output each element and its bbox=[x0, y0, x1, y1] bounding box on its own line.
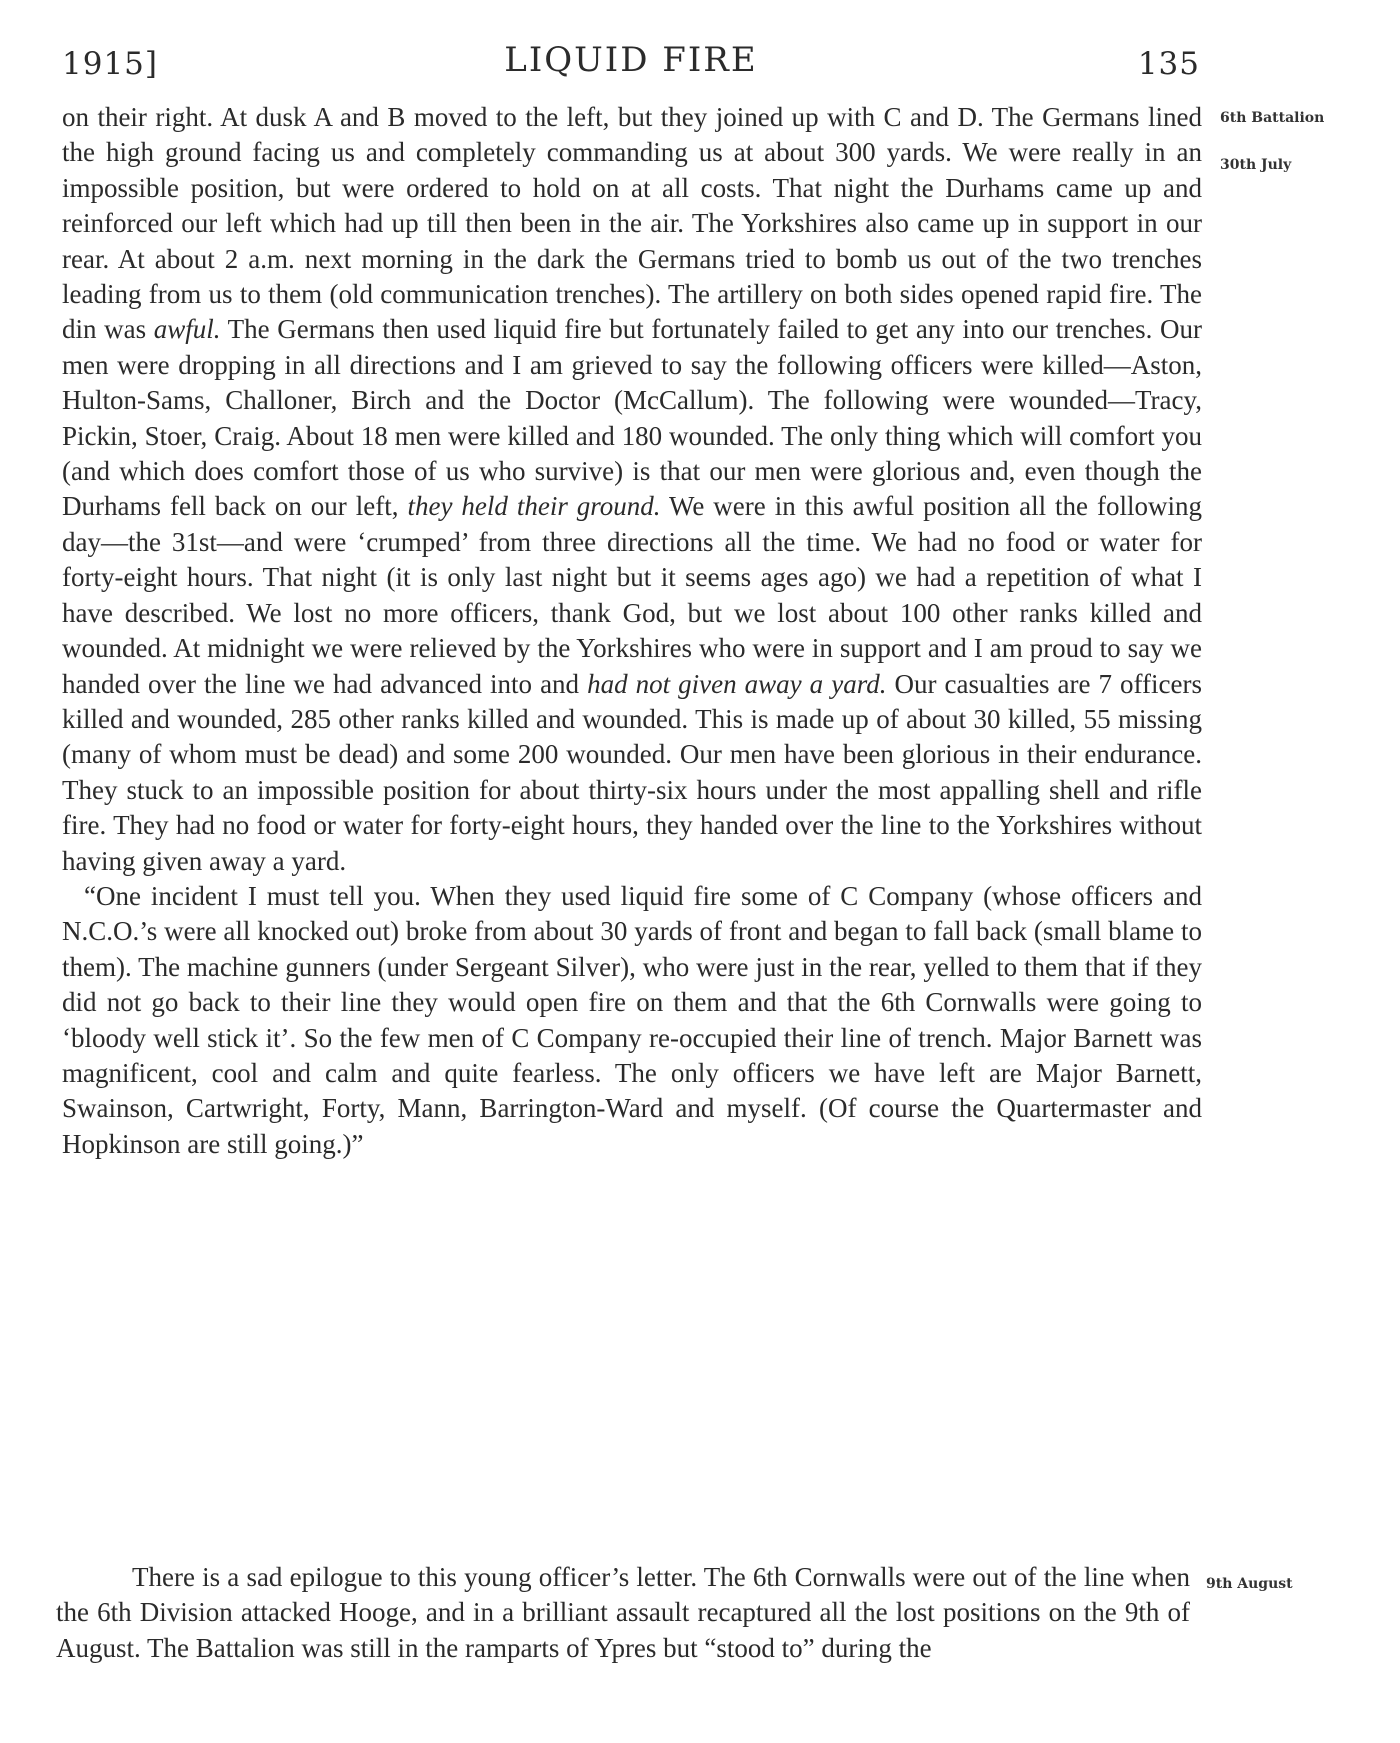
margin-note-battalion: 6th Battalion bbox=[1220, 110, 1325, 126]
emphasis-text: awful. bbox=[153, 314, 221, 345]
letter-paragraph bbox=[62, 100, 1202, 879]
header-year: 1915] bbox=[62, 46, 158, 82]
epilogue-paragraph: There is a sad epilogue to this young officer’s letter. The 6th Cornwalls were out of the line when the 6th Division attacked Hooge, and in a brilliant assault recaptured all the lost positions on the 9th of August. The Battalion was still in the ramparts of Ypres but “stood to” during the bbox=[56, 1562, 1190, 1663]
epilogue-text bbox=[56, 1560, 1190, 1666]
text-run: The Germans then used liquid fire but fortunately failed to get any into our trenches. Our men were dropping in all directions and I am grieved to say the following officers were killed—Aston, Hulton-Sams, Challoner, Birch and the Doctor (McCallum). The following were wounded—Tracy, Pickin, Stoer, Craig. About 18 men were killed and 180 wounded. The only thing which will comfort you (and which does comfort those of us who survive) is that our men were glorious and, even though the Durhams fell back on our left, bbox=[62, 314, 1202, 522]
text-run: on their right. At dusk A and B moved to the left, but they joined up with C and D. The Germans lined the high ground facing us and completely commanding us at about 300 yards. We were really in an impossible position, but were ordered to hold on at all costs. That night the Durhams came up and reinforced our left which had up till then been in the air. The Yorkshires also came up in support in our rear. At about 2 a.m. next morning in the dark the Germans tried to bomb us out of the two trenches leading from us to them (old communication trenches). The artillery on both sides opened rapid fire. The din was bbox=[62, 102, 1202, 345]
margin-note-date-august: 9th August bbox=[1206, 1576, 1293, 1592]
header-title: LIQUID FIRE bbox=[504, 40, 758, 80]
page-number: 135 bbox=[1137, 46, 1200, 82]
emphasis-text: they held their ground. bbox=[407, 491, 661, 522]
letter-text bbox=[62, 100, 1202, 1162]
emphasis-text: had not given away a yard. bbox=[587, 668, 887, 699]
text-run: Our casualties are 7 officers killed and wounded, 285 other ranks killed and wounded. This is made up of about 30 killed, 55 missing (many of whom must be dead) and some 200 wounded. Our men have been glorious in their endurance. They stuck to an impossible position for about thirty-six hours under the most appalling shell and rifle fire. They had no food or water for forty-eight hours, they handed over the line to the Yorkshires without having given away a yard. bbox=[62, 668, 1202, 876]
letter-paragraph: “One incident I must tell you. When they used liquid fire some of C Company (whose officers and N.C.O.’s were all knocked out) broke from about 30 yards of front and began to fall back (small blame to them). The machine gunners (under Sergeant Silver), who were just in the rear, yelled to them that if they did not go back to their line they would open fire on them and that the 6th Cornwalls were going to ‘bloody well stick it’. So the few men of C Company re-occupied their line of trench. Major Barnett was magnificent, cool and calm and quite fearless. The only officers we have left are Major Barnett, Swainson, Cartwright, Forty, Mann, Barrington-Ward and myself. (Of course the Quartermaster and Hopkinson are still going.)” bbox=[62, 880, 1202, 1159]
text-run: We were in this awful position all the following day—the 31st—and were ‘crumped’ from three directions all the time. We had no food or water for forty-eight hours. That night (it is only last night but it seems ages ago) we had a repetition of what I have described. We lost no more officers, thank God, but we lost about 100 other ranks killed and wounded. At midnight we were relieved by the Yorkshires who were in support and I am proud to say we handed over the line we had advanced into and bbox=[62, 491, 1202, 699]
running-header bbox=[62, 40, 1200, 90]
margin-note-date-july: 30th July bbox=[1220, 157, 1292, 173]
